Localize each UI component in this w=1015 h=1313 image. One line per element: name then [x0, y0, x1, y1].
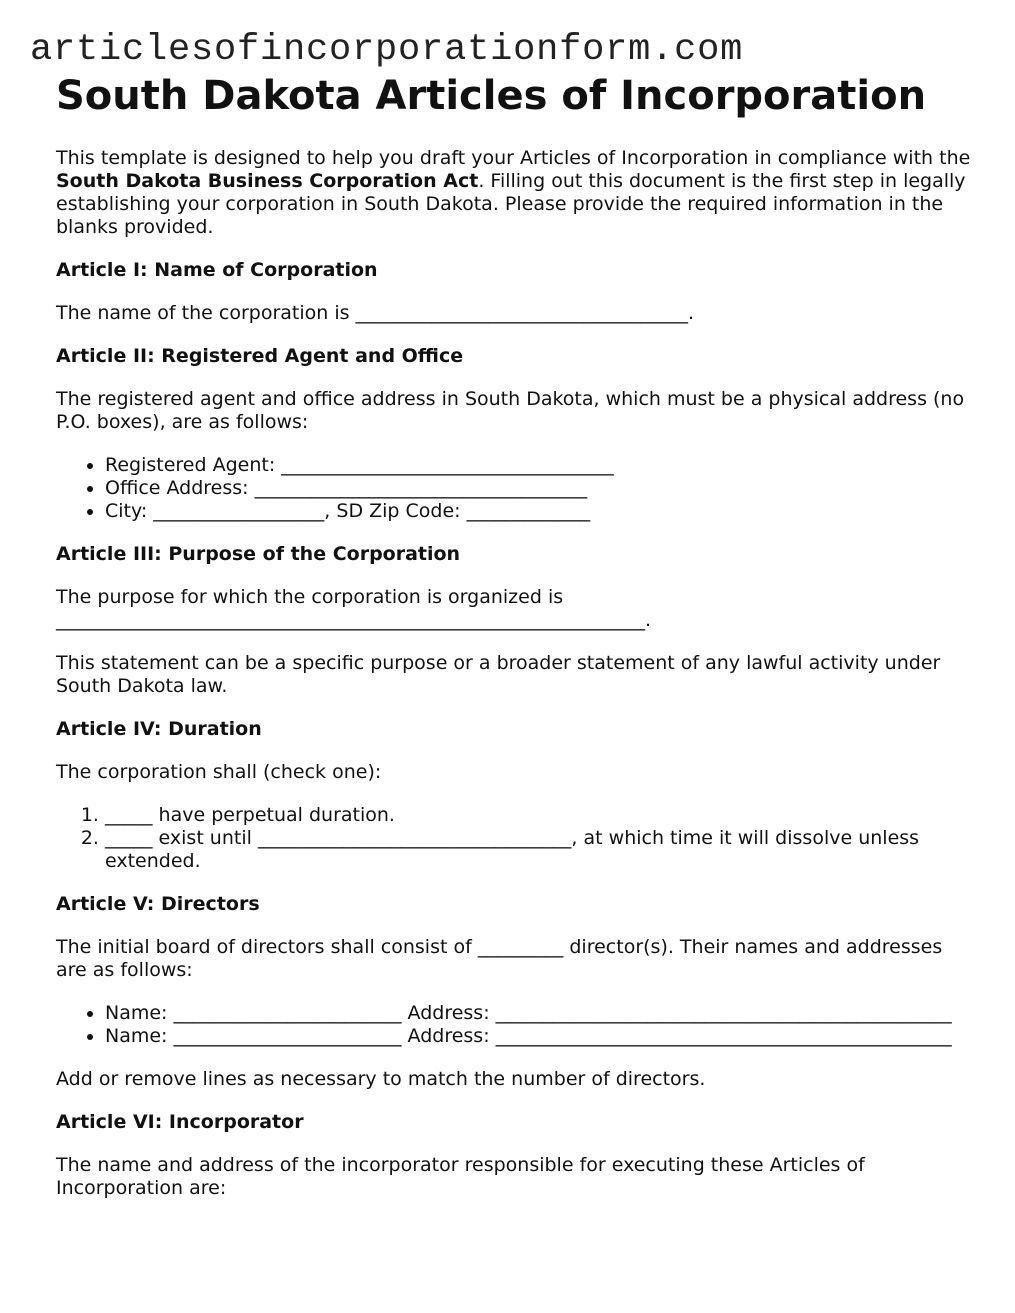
- article-2-list: [56, 454, 971, 523]
- intro-paragraph: [56, 147, 971, 239]
- article-1-heading: Article I: Name of Corporation: [56, 259, 378, 281]
- article-6-heading: Article VI: Incorporator: [56, 1111, 304, 1133]
- article-4-options: [56, 804, 971, 873]
- director-item: • Name: ________________________ Address: ________________________________________________: [105, 1002, 971, 1025]
- article-3-heading: Article III: Purpose of the Corporation: [56, 543, 461, 565]
- intro-text-part1: This template is designed to help you draft your Articles of Incorporation in compliance with the: [56, 147, 971, 169]
- director-item: • Name: ________________________ Address: ________________________________________________: [105, 1025, 971, 1048]
- perpetual-duration-option: 1. _____ have perpetual duration.: [105, 804, 971, 827]
- article-4-text: The corporation shall (check one):: [56, 761, 382, 783]
- article-3-purpose-text: The purpose for which the corporation is organized is ______________________________________________________________.: [56, 586, 652, 631]
- article-3-note: This statement can be a specific purpose or a broader statement of any lawful activity under South Dakota law.: [56, 652, 941, 697]
- article-5-note: Add or remove lines as necessary to match the number of directors.: [56, 1068, 706, 1090]
- article-6-text: The name and address of the incorporator responsible for executing these Articles of Incorporation are:: [56, 1154, 865, 1199]
- office-address-item: • Office Address: ___________________________________: [105, 477, 971, 500]
- registered-agent-item: • Registered Agent: ___________________________________: [105, 454, 971, 477]
- article-5-text: The initial board of directors shall consist of _________ director(s). Their names and addresses are as follows:: [56, 936, 943, 981]
- document-page: [56, 72, 971, 1200]
- article-1-text: The name of the corporation is ___________________________________.: [56, 302, 695, 324]
- intro-text-part2: . Filling out this document is the first step in legally establishing your corporation in South Dakota. Please provide the required information in the blanks provided.: [56, 170, 966, 238]
- site-watermark: articlesofincorporationform.com: [30, 29, 744, 71]
- directors-list: [56, 1002, 971, 1048]
- article-5-heading: Article V: Directors: [56, 893, 260, 915]
- city-zip-item: • City: __________________, SD Zip Code: _____________: [105, 500, 971, 523]
- article-2-text: The registered agent and office address in South Dakota, which must be a physical address (no P.O. boxes), are as follows:: [56, 388, 965, 433]
- intro-act-name: South Dakota Business Corporation Act: [56, 170, 479, 192]
- fixed-duration-option: 2. _____ exist until _________________________________, at which time it will dissolve unless extended.: [105, 827, 971, 873]
- article-4-heading: Article IV: Duration: [56, 718, 262, 740]
- page-title: South Dakota Articles of Incorporation: [56, 73, 927, 119]
- article-2-heading: Article II: Registered Agent and Office: [56, 345, 464, 367]
